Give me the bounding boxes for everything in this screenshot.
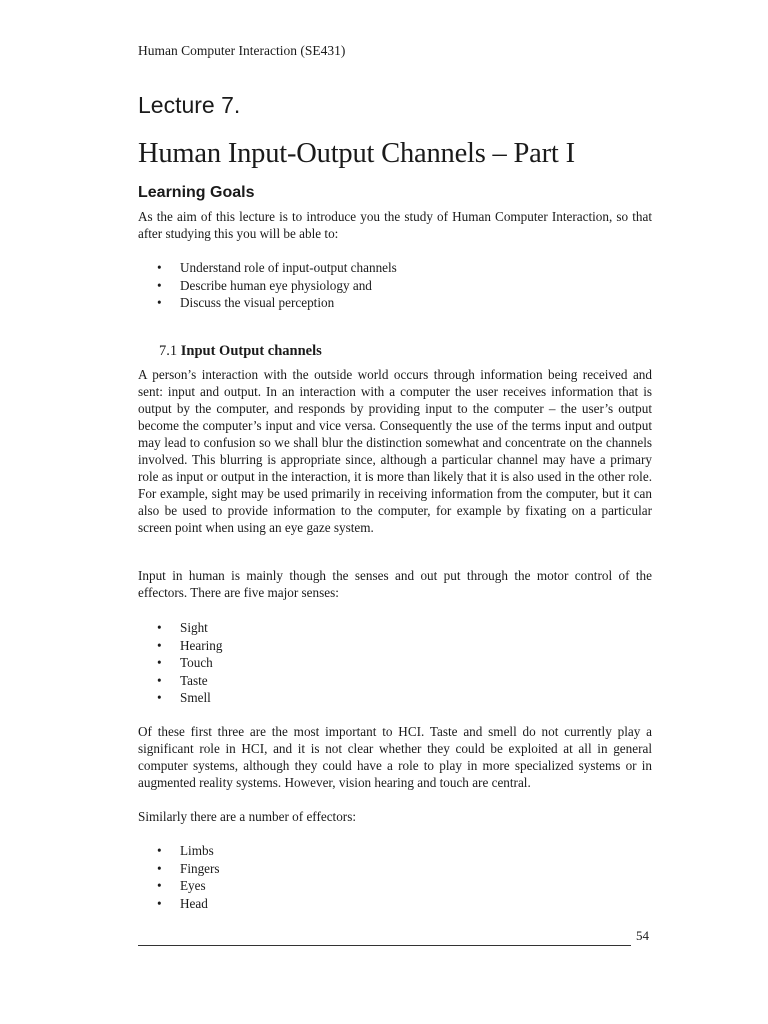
list-item: • Hearing xyxy=(157,637,223,653)
learning-goals-heading: Learning Goals xyxy=(138,184,255,201)
bullet-icon: • xyxy=(157,860,162,876)
list-item: • Touch xyxy=(157,655,213,671)
bullet-icon: • xyxy=(157,878,162,894)
effectors-list xyxy=(157,842,220,912)
paragraph-io-channels: A person’s interaction with the outside world occurs through information being received and sent: input and output. In an interaction with a computer the user receives information that is output by the computer, and responds by providing input to the computer – the user’s output become the computer’s input and vice versa. Consequently the use of the terms input and output may lead to confusion so we shall blur the distinction somewhat and concentrate on the channels involved. This blurring is appropriate since, although a particular channel may have a primary role as input or output in the interaction, it is more than likely that it is also used in the other role. For example, sight may be used primarily in receiving information from the computer, but it can also be used to provide information to the computer, for example by fixating on a particular screen point when using an eye gaze system. xyxy=(138,367,652,535)
section-number: 7.1 xyxy=(159,343,178,359)
list-item: • Eyes xyxy=(157,878,206,894)
list-item: • Head xyxy=(157,895,208,911)
running-header: Human Computer Interaction (SE431) xyxy=(138,43,346,58)
list-item: • Sight xyxy=(157,620,208,635)
bullet-icon: • xyxy=(157,620,162,635)
list-item: • Describe human eye physiology and xyxy=(157,277,372,293)
paragraph-effectors-intro: Similarly there are a number of effectors: xyxy=(138,809,356,824)
learning-goals-list xyxy=(157,259,397,312)
section-heading xyxy=(159,343,322,360)
paragraph-hci-senses: Of these first three are the most important to HCI. Taste and smell do not currently play a significant role in HCI, and it is not clear whether they could be exploited at all in general computer systems, although they could have a role to play in more specialized systems or in augmented reality systems. However, vision hearing and touch are central. xyxy=(138,724,652,790)
bullet-icon: • xyxy=(157,260,162,275)
section-title: Input Output channels xyxy=(180,343,322,359)
bullet-icon: • xyxy=(157,295,162,311)
list-item: • Taste xyxy=(157,672,208,688)
list-item: • Fingers xyxy=(157,860,220,876)
list-item: • Smell xyxy=(157,690,211,706)
page-number: 54 xyxy=(636,928,649,943)
bullet-icon: • xyxy=(157,895,162,911)
senses-list xyxy=(157,619,222,707)
bullet-icon: • xyxy=(157,277,162,293)
bullet-icon: • xyxy=(157,672,162,688)
lecture-label: Lecture 7. xyxy=(138,92,241,118)
bullet-icon: • xyxy=(157,690,162,706)
bullet-icon: • xyxy=(157,655,162,671)
learning-goals-intro: As the aim of this lecture is to introduce you the study of Human Computer Interaction, so that after studying this you will be able to: xyxy=(138,209,652,241)
bullet-icon: • xyxy=(157,843,162,858)
list-item: • Limbs xyxy=(157,843,214,858)
bullet-icon: • xyxy=(157,637,162,653)
lecture-title: Human Input-Output Channels – Part I xyxy=(138,138,575,169)
list-item: • Understand role of input-output channels xyxy=(157,260,397,275)
paragraph-senses-intro: Input in human is mainly though the senses and out put through the motor control of the effectors. There are five major senses: xyxy=(138,568,652,600)
list-item: • Discuss the visual perception xyxy=(157,295,335,311)
footer-divider xyxy=(138,945,631,946)
